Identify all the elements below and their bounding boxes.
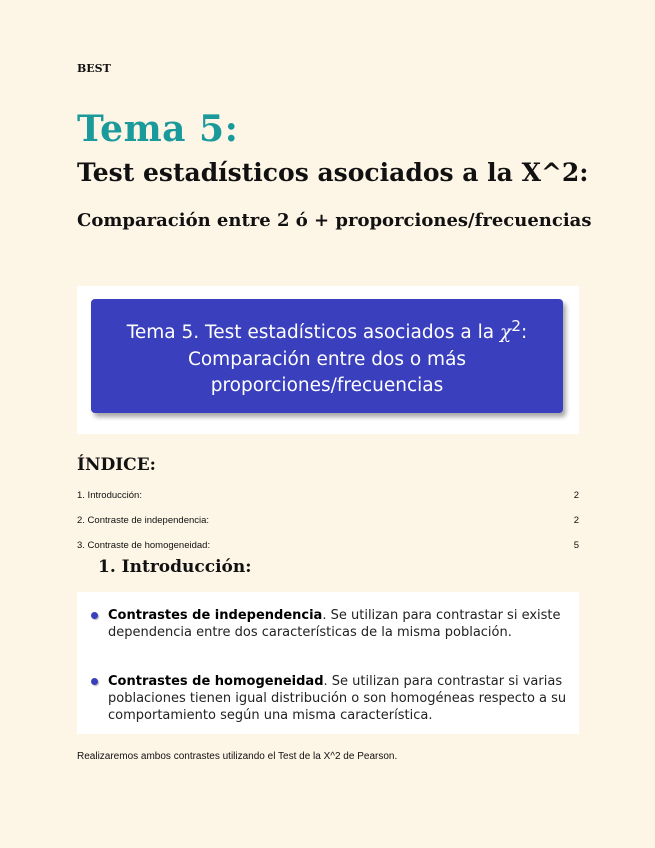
bullet-dot-icon — [91, 612, 98, 619]
toc-entry-page: 5 — [573, 540, 579, 551]
toc-entry-page: 2 — [573, 490, 579, 501]
title-slide-line3: proporciones/frecuencias — [210, 374, 444, 396]
title-slide-line1-suffix: : — [521, 322, 528, 344]
title-slide-box — [91, 299, 563, 413]
toc-entry-homogeneidad[interactable] — [77, 540, 579, 551]
title-slide-line2: Comparación entre dos o más — [187, 348, 467, 370]
closing-paragraph: Realizaremos ambos contrastes utilizando el Test de la X^2 de Pearson. — [77, 751, 398, 762]
page-title: Tema 5: — [77, 108, 239, 150]
toc-entry-independencia[interactable] — [77, 515, 579, 526]
toc-entry-introduccion[interactable] — [77, 490, 579, 501]
bullet-text — [108, 607, 569, 641]
section-title-introduccion: 1. Introducción: — [98, 557, 252, 577]
toc-entry-label: 1. Introducción: — [77, 490, 142, 501]
document-header-label: BEST — [77, 62, 111, 75]
page-subtitle-secondary: Comparación entre 2 ó + proporciones/frecuencias — [77, 210, 592, 231]
bullet-text — [108, 673, 569, 724]
toc-entry-label: 2. Contraste de independencia: — [77, 515, 210, 526]
bullet-body: . Se utilizan para contrastar si existe dependencia entre dos características de la misma población. — [108, 608, 561, 640]
toc-entry-label: 3. Contraste de homogeneidad: — [77, 540, 211, 551]
index-heading: ÍNDICE: — [77, 455, 156, 475]
title-slide-image — [77, 286, 579, 434]
bullet-item-independencia — [91, 607, 569, 641]
page-subtitle: Test estadísticos asociados a la X^2: — [77, 158, 589, 187]
bullet-item-homogeneidad — [91, 673, 569, 724]
contrastes-slide-image — [77, 592, 579, 734]
toc-entry-page: 2 — [573, 515, 579, 526]
bullet-body: . Se utilizan para contrastar si varias poblaciones tienen igual distribución o son homogéneas respecto a su comportamiento según una misma característica. — [108, 674, 567, 723]
bullet-dot-icon — [91, 678, 98, 685]
chi-symbol: χ — [500, 322, 512, 344]
title-slide-line1 — [91, 313, 563, 346]
chi-exponent: 2 — [511, 317, 522, 336]
bullet-heading: Contrastes de homogeneidad — [108, 674, 324, 689]
title-slide-line1-text: Tema 5. Test estadísticos asociados a la — [126, 322, 500, 344]
bullet-heading: Contrastes de independencia — [108, 608, 323, 623]
